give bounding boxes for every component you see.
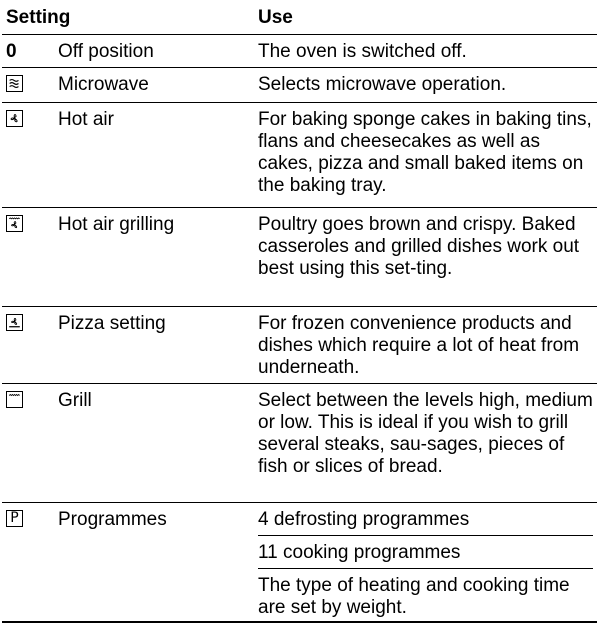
table-row xyxy=(2,307,597,384)
header-use: Use xyxy=(258,7,293,28)
programmes-icon xyxy=(6,510,23,527)
programmes-line: 4 defrosting programmes xyxy=(258,509,470,530)
setting-use: Poultry goes brown and crispy. Baked casseroles and grilled dishes work out best using this set-ting. xyxy=(258,214,580,279)
header-setting: Setting xyxy=(6,7,71,28)
table-row xyxy=(2,384,597,503)
setting-name: Hot air xyxy=(58,109,114,130)
zero-symbol-label: 0 xyxy=(6,41,17,62)
settings-table xyxy=(2,2,597,623)
hot-air-fan-icon xyxy=(6,110,23,127)
setting-name: Hot air grilling xyxy=(58,214,175,235)
pizza-setting-icon xyxy=(6,314,23,331)
setting-name: Microwave xyxy=(58,74,149,95)
setting-use: Select between the levels high, medium or low. This is ideal if you wish to grill several steaks, sau-sages, pieces of fish or slices of bread. xyxy=(258,390,593,477)
setting-name: Programmes xyxy=(58,509,167,530)
table-row xyxy=(2,103,597,208)
grill-icon xyxy=(6,391,23,408)
table-row xyxy=(2,503,597,623)
table-header xyxy=(2,2,597,35)
setting-name: Grill xyxy=(58,390,92,411)
programmes-icon-label: P xyxy=(10,510,19,526)
hot-air-grill-icon xyxy=(6,215,23,232)
setting-use-multi xyxy=(258,503,597,621)
table-row xyxy=(2,208,597,307)
microwave-icon xyxy=(6,75,23,92)
setting-use: For frozen convenience products and dishes which require a lot of heat from underneath. xyxy=(258,313,580,378)
table-row xyxy=(2,68,597,103)
setting-name: Off position xyxy=(58,41,154,62)
zero-symbol xyxy=(2,35,58,67)
setting-use: The oven is switched off. xyxy=(258,41,467,62)
setting-use: For baking sponge cakes in baking tins, flans and cheesecakes as well as cakes, pizza and small baked items on the baking tray. xyxy=(258,109,592,196)
table-row xyxy=(2,35,597,68)
programmes-line: 11 cooking programmes xyxy=(258,535,593,564)
setting-use: Selects microwave operation. xyxy=(258,74,507,95)
setting-name: Pizza setting xyxy=(58,313,166,334)
programmes-line: The type of heating and cooking time are set by weight. xyxy=(258,568,593,619)
